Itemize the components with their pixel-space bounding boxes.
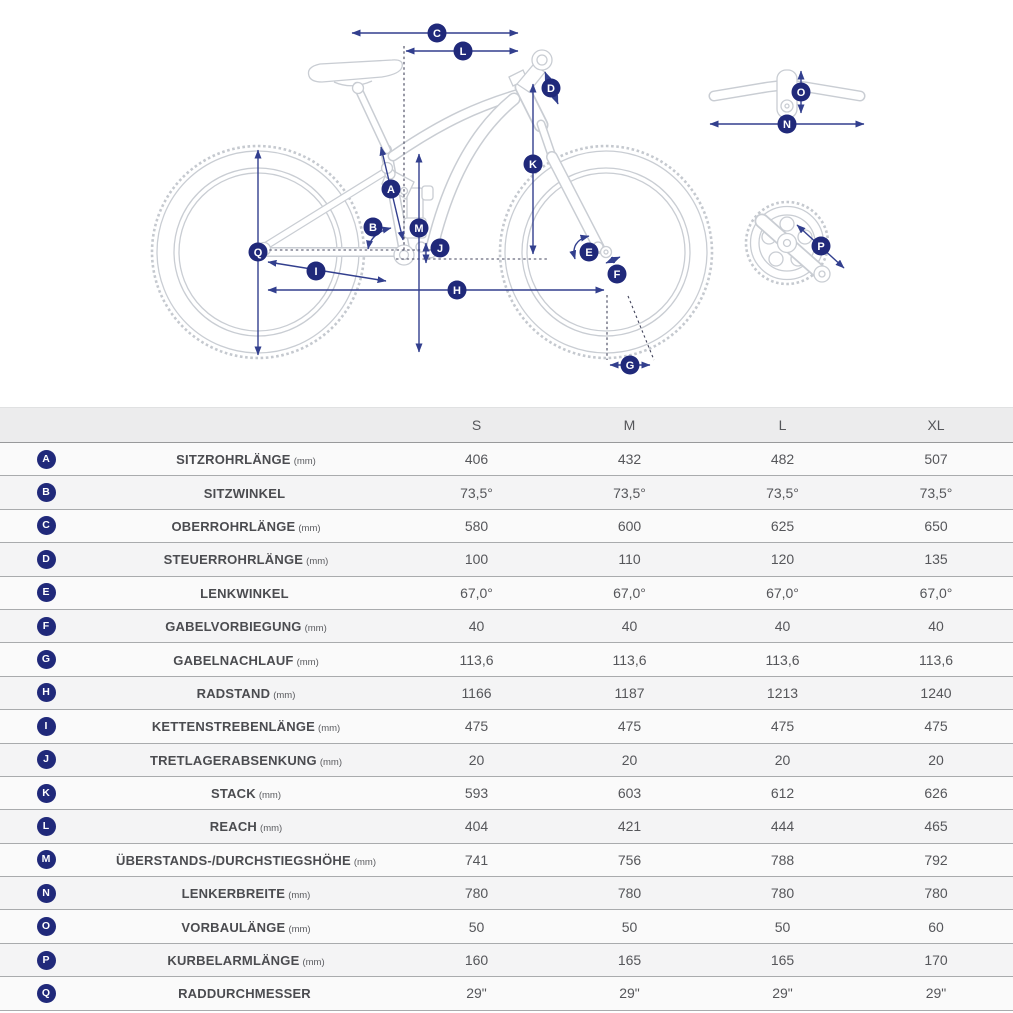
svg-text:H: H bbox=[453, 284, 461, 297]
row-unit: (mm) bbox=[258, 790, 281, 802]
geometry-row-a bbox=[0, 443, 1013, 476]
geometry-value: 780 bbox=[400, 877, 553, 910]
geometry-value: 73,5° bbox=[859, 476, 1013, 509]
geometry-value: 113,6 bbox=[859, 643, 1013, 676]
geometry-row-l bbox=[0, 810, 1013, 843]
svg-text:Q: Q bbox=[253, 246, 263, 259]
row-unit: (mm) bbox=[319, 756, 342, 768]
geometry-value: 600 bbox=[553, 509, 706, 542]
row-label: SITZROHRLÄNGE bbox=[176, 452, 291, 468]
row-label: LENKERBREITE bbox=[181, 886, 286, 902]
badge-k bbox=[524, 155, 543, 174]
svg-text:M: M bbox=[414, 222, 424, 235]
geometry-value: 603 bbox=[553, 776, 706, 809]
row-label: VORBAULÄNGE bbox=[181, 919, 286, 935]
geometry-value: 29" bbox=[706, 977, 859, 1010]
saddle bbox=[308, 60, 402, 94]
row-badge: O bbox=[37, 917, 56, 936]
row-label: RADDURCHMESSER bbox=[178, 986, 311, 1002]
geometry-value: 73,5° bbox=[400, 476, 553, 509]
row-label: SITZWINKEL bbox=[203, 485, 286, 501]
row-label: KETTENSTREBENLÄNGE bbox=[151, 719, 316, 735]
dim-arrow-i bbox=[268, 262, 386, 281]
svg-text:G: G bbox=[625, 359, 635, 372]
row-badge: A bbox=[37, 450, 56, 469]
geometry-value: 1240 bbox=[859, 676, 1013, 709]
geometry-row-j bbox=[0, 743, 1013, 776]
badge-b bbox=[364, 218, 383, 237]
row-badge: M bbox=[37, 850, 56, 869]
geometry-row-h bbox=[0, 676, 1013, 709]
geometry-value: 40 bbox=[706, 609, 859, 642]
geometry-value: 135 bbox=[859, 543, 1013, 576]
geometry-value: 100 bbox=[400, 543, 553, 576]
badge-g bbox=[621, 356, 640, 375]
badge-c bbox=[428, 24, 447, 43]
dimension-helper-lines bbox=[264, 46, 654, 360]
badge-q bbox=[249, 243, 268, 262]
badge-p bbox=[812, 237, 831, 256]
badge-j bbox=[431, 239, 450, 258]
row-badge: D bbox=[37, 550, 56, 569]
frame bbox=[264, 86, 541, 252]
geometry-value: 780 bbox=[706, 877, 859, 910]
row-label: GABELVORBIEGUNG bbox=[165, 619, 302, 635]
geometry-value: 113,6 bbox=[706, 643, 859, 676]
row-label: TRETLAGERABSENKUNG bbox=[150, 752, 317, 768]
row-unit: (mm) bbox=[298, 522, 321, 534]
geometry-row-n bbox=[0, 877, 1013, 910]
row-unit: (mm) bbox=[288, 923, 311, 935]
geometry-value: 160 bbox=[400, 943, 553, 976]
svg-text:D: D bbox=[547, 82, 555, 95]
geometry-value: 475 bbox=[400, 710, 553, 743]
row-badge: F bbox=[37, 617, 56, 636]
row-unit: (mm) bbox=[260, 823, 283, 835]
row-unit: (mm) bbox=[288, 890, 311, 902]
geometry-value: 625 bbox=[706, 509, 859, 542]
geometry-value: 110 bbox=[553, 543, 706, 576]
row-unit: (mm) bbox=[273, 689, 296, 701]
row-badge: K bbox=[37, 784, 56, 803]
dim-arrow-f bbox=[606, 257, 620, 263]
geometry-value: 165 bbox=[553, 943, 706, 976]
row-unit: (mm) bbox=[296, 656, 319, 668]
geometry-value: 113,6 bbox=[553, 643, 706, 676]
geometry-row-c bbox=[0, 509, 1013, 542]
geometry-row-e bbox=[0, 576, 1013, 609]
size-column-header-l: L bbox=[706, 408, 859, 443]
row-badge: P bbox=[37, 951, 56, 970]
svg-text:C: C bbox=[433, 27, 441, 40]
geometry-value: 741 bbox=[400, 843, 553, 876]
size-column-header-s: S bbox=[400, 408, 553, 443]
svg-text:I: I bbox=[314, 265, 318, 278]
badge-h bbox=[448, 281, 467, 300]
row-label: OBERROHRLÄNGE bbox=[171, 518, 296, 534]
geometry-value: 20 bbox=[400, 743, 553, 776]
row-unit: (mm) bbox=[353, 856, 376, 868]
geometry-value: 1213 bbox=[706, 676, 859, 709]
row-label: GABELNACHLAUF bbox=[173, 652, 294, 668]
geometry-row-q bbox=[0, 977, 1013, 1010]
badge-f bbox=[608, 265, 627, 284]
row-label: LENKWINKEL bbox=[200, 585, 289, 601]
row-label: REACH bbox=[209, 819, 258, 835]
geometry-value: 67,0° bbox=[400, 576, 553, 609]
geometry-value: 475 bbox=[553, 710, 706, 743]
geometry-value: 404 bbox=[400, 810, 553, 843]
geometry-row-b bbox=[0, 476, 1013, 509]
geometry-value: 475 bbox=[859, 710, 1013, 743]
geometry-value: 20 bbox=[706, 743, 859, 776]
geometry-value: 20 bbox=[553, 743, 706, 776]
geometry-table-body bbox=[0, 443, 1013, 1011]
geometry-value: 482 bbox=[706, 443, 859, 476]
geometry-value: 40 bbox=[859, 609, 1013, 642]
row-badge: J bbox=[37, 750, 56, 769]
geometry-row-m bbox=[0, 843, 1013, 876]
geometry-value: 1187 bbox=[553, 676, 706, 709]
row-label: STEUERROHRLÄNGE bbox=[163, 552, 304, 568]
badge-l bbox=[454, 42, 473, 61]
geometry-value: 120 bbox=[706, 543, 859, 576]
row-unit: (mm) bbox=[302, 957, 325, 969]
svg-text:P: P bbox=[817, 240, 825, 253]
geometry-value: 756 bbox=[553, 843, 706, 876]
header-spacer bbox=[92, 408, 400, 443]
geometry-value: 67,0° bbox=[553, 576, 706, 609]
row-badge: B bbox=[37, 483, 56, 502]
svg-text:E: E bbox=[585, 246, 593, 259]
geometry-value: 113,6 bbox=[400, 643, 553, 676]
row-badge: N bbox=[37, 884, 56, 903]
geometry-value: 612 bbox=[706, 776, 859, 809]
row-badge: Q bbox=[37, 984, 56, 1003]
svg-text:L: L bbox=[459, 45, 467, 58]
svg-text:B: B bbox=[369, 221, 377, 234]
geometry-value: 780 bbox=[553, 877, 706, 910]
geometry-value: 73,5° bbox=[706, 476, 859, 509]
geometry-row-p bbox=[0, 943, 1013, 976]
geometry-value: 465 bbox=[859, 810, 1013, 843]
row-badge: G bbox=[37, 650, 56, 669]
geometry-value: 1166 bbox=[400, 676, 553, 709]
geometry-value: 626 bbox=[859, 776, 1013, 809]
svg-text:J: J bbox=[436, 242, 444, 255]
geometry-value: 432 bbox=[553, 443, 706, 476]
badge-a bbox=[382, 180, 401, 199]
row-unit: (mm) bbox=[306, 556, 329, 568]
geometry-value: 444 bbox=[706, 810, 859, 843]
geometry-value: 67,0° bbox=[859, 576, 1013, 609]
row-label: STACK bbox=[211, 786, 256, 802]
geometry-value: 421 bbox=[553, 810, 706, 843]
geometry-value: 165 bbox=[706, 943, 859, 976]
geometry-value: 593 bbox=[400, 776, 553, 809]
svg-text:N: N bbox=[783, 118, 791, 131]
badge-n bbox=[778, 115, 797, 134]
geometry-value: 580 bbox=[400, 509, 553, 542]
fork bbox=[541, 124, 603, 252]
geometry-value: 29" bbox=[400, 977, 553, 1010]
geometry-value: 780 bbox=[859, 877, 1013, 910]
geometry-value: 50 bbox=[553, 910, 706, 943]
badge-d bbox=[542, 79, 561, 98]
geometry-value: 20 bbox=[859, 743, 1013, 776]
geometry-row-f bbox=[0, 609, 1013, 642]
geometry-value: 792 bbox=[859, 843, 1013, 876]
badge-e bbox=[580, 243, 599, 262]
badge-m bbox=[410, 219, 429, 238]
geometry-value: 788 bbox=[706, 843, 859, 876]
geometry-value: 650 bbox=[859, 509, 1013, 542]
size-column-header-m: M bbox=[553, 408, 706, 443]
geometry-value: 170 bbox=[859, 943, 1013, 976]
geometry-value: 60 bbox=[859, 910, 1013, 943]
geometry-value: 507 bbox=[859, 443, 1013, 476]
svg-text:O: O bbox=[796, 86, 806, 99]
geometry-value: 29" bbox=[553, 977, 706, 1010]
geometry-row-d bbox=[0, 543, 1013, 576]
row-badge: L bbox=[37, 817, 56, 836]
size-header-row bbox=[0, 408, 1013, 443]
header-spacer bbox=[0, 408, 92, 443]
bike-geometry-diagram bbox=[0, 0, 1013, 406]
svg-text:K: K bbox=[529, 158, 537, 171]
row-unit: (mm) bbox=[293, 456, 316, 468]
geometry-value: 40 bbox=[553, 609, 706, 642]
geometry-table bbox=[0, 407, 1013, 1011]
row-badge: E bbox=[37, 583, 56, 602]
svg-text:F: F bbox=[613, 268, 621, 281]
geometry-value: 475 bbox=[706, 710, 859, 743]
geometry-row-o bbox=[0, 910, 1013, 943]
badge-o bbox=[792, 83, 811, 102]
size-column-header-xl: XL bbox=[859, 408, 1013, 443]
geometry-value: 406 bbox=[400, 443, 553, 476]
geometry-row-g bbox=[0, 643, 1013, 676]
geometry-value: 50 bbox=[400, 910, 553, 943]
handlebar-inset bbox=[714, 70, 860, 118]
row-badge: C bbox=[37, 516, 56, 535]
row-unit: (mm) bbox=[304, 623, 327, 635]
svg-text:A: A bbox=[387, 183, 395, 196]
row-badge: I bbox=[37, 717, 56, 736]
geometry-value: 50 bbox=[706, 910, 859, 943]
geometry-value: 73,5° bbox=[553, 476, 706, 509]
row-label: KURBELARMLÄNGE bbox=[167, 953, 300, 969]
geometry-value: 67,0° bbox=[706, 576, 859, 609]
row-badge: H bbox=[37, 683, 56, 702]
geometry-row-k bbox=[0, 776, 1013, 809]
geometry-value: 40 bbox=[400, 609, 553, 642]
row-unit: (mm) bbox=[318, 723, 341, 735]
row-label: RADSTAND bbox=[196, 685, 271, 701]
badge-i bbox=[307, 262, 326, 281]
row-label: ÜBERSTANDS-/DURCHSTIEGSHÖHE bbox=[116, 852, 351, 868]
geometry-value: 29" bbox=[859, 977, 1013, 1010]
geometry-row-i bbox=[0, 710, 1013, 743]
